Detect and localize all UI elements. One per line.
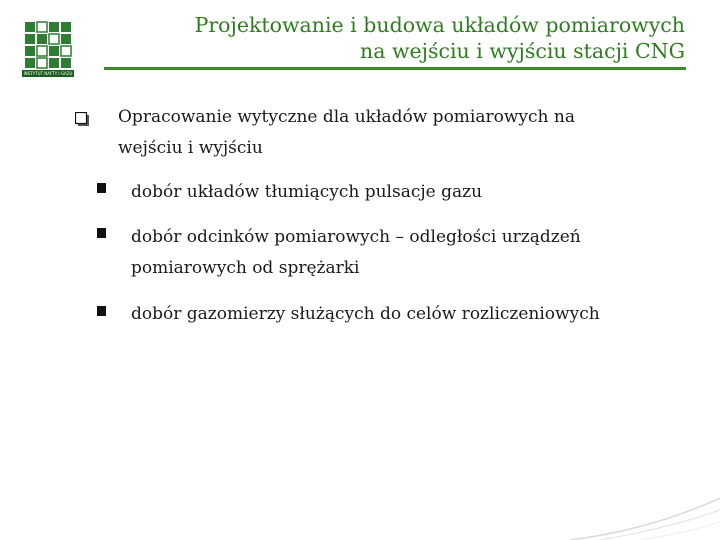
square-bullet-icon bbox=[97, 228, 106, 238]
title-underline bbox=[104, 67, 686, 70]
title-line-1: Projektowanie i budowa układów pomiarowych bbox=[194, 13, 685, 37]
title-line-2: na wejściu i wyjściu stacji CNG bbox=[360, 39, 685, 63]
main-list-item bbox=[118, 102, 698, 164]
sub-list-item-2 bbox=[131, 222, 701, 284]
slide-title bbox=[90, 12, 685, 64]
square-bullet-icon bbox=[97, 183, 106, 193]
sub-item-3-line-1: dobór gazomierzy służących do celów rozliczeniowych bbox=[131, 304, 600, 324]
checkbox-bullet-icon bbox=[75, 112, 89, 126]
sub-item-2-line-2: pomiarowych od sprężarki bbox=[131, 258, 360, 278]
sub-list-item-3 bbox=[131, 299, 711, 330]
square-bullet-icon bbox=[97, 306, 106, 316]
institute-logo bbox=[22, 20, 74, 80]
main-item-line-1: Opracowanie wytyczne dla układów pomiarowych na bbox=[118, 107, 575, 127]
logo-caption: INSTYTUT NAFTY I GAZU bbox=[23, 71, 73, 76]
sub-item-2-line-1: dobór odcinków pomiarowych – odległości urządzeń bbox=[131, 227, 581, 247]
sub-list-item-1 bbox=[131, 177, 701, 208]
main-item-line-2: wejściu i wyjściu bbox=[118, 138, 263, 158]
sub-item-1-line-1: dobór układów tłumiących pulsacje gazu bbox=[131, 182, 483, 202]
nfg-logo-icon bbox=[22, 20, 74, 70]
decorative-corner-swoosh bbox=[560, 480, 720, 540]
